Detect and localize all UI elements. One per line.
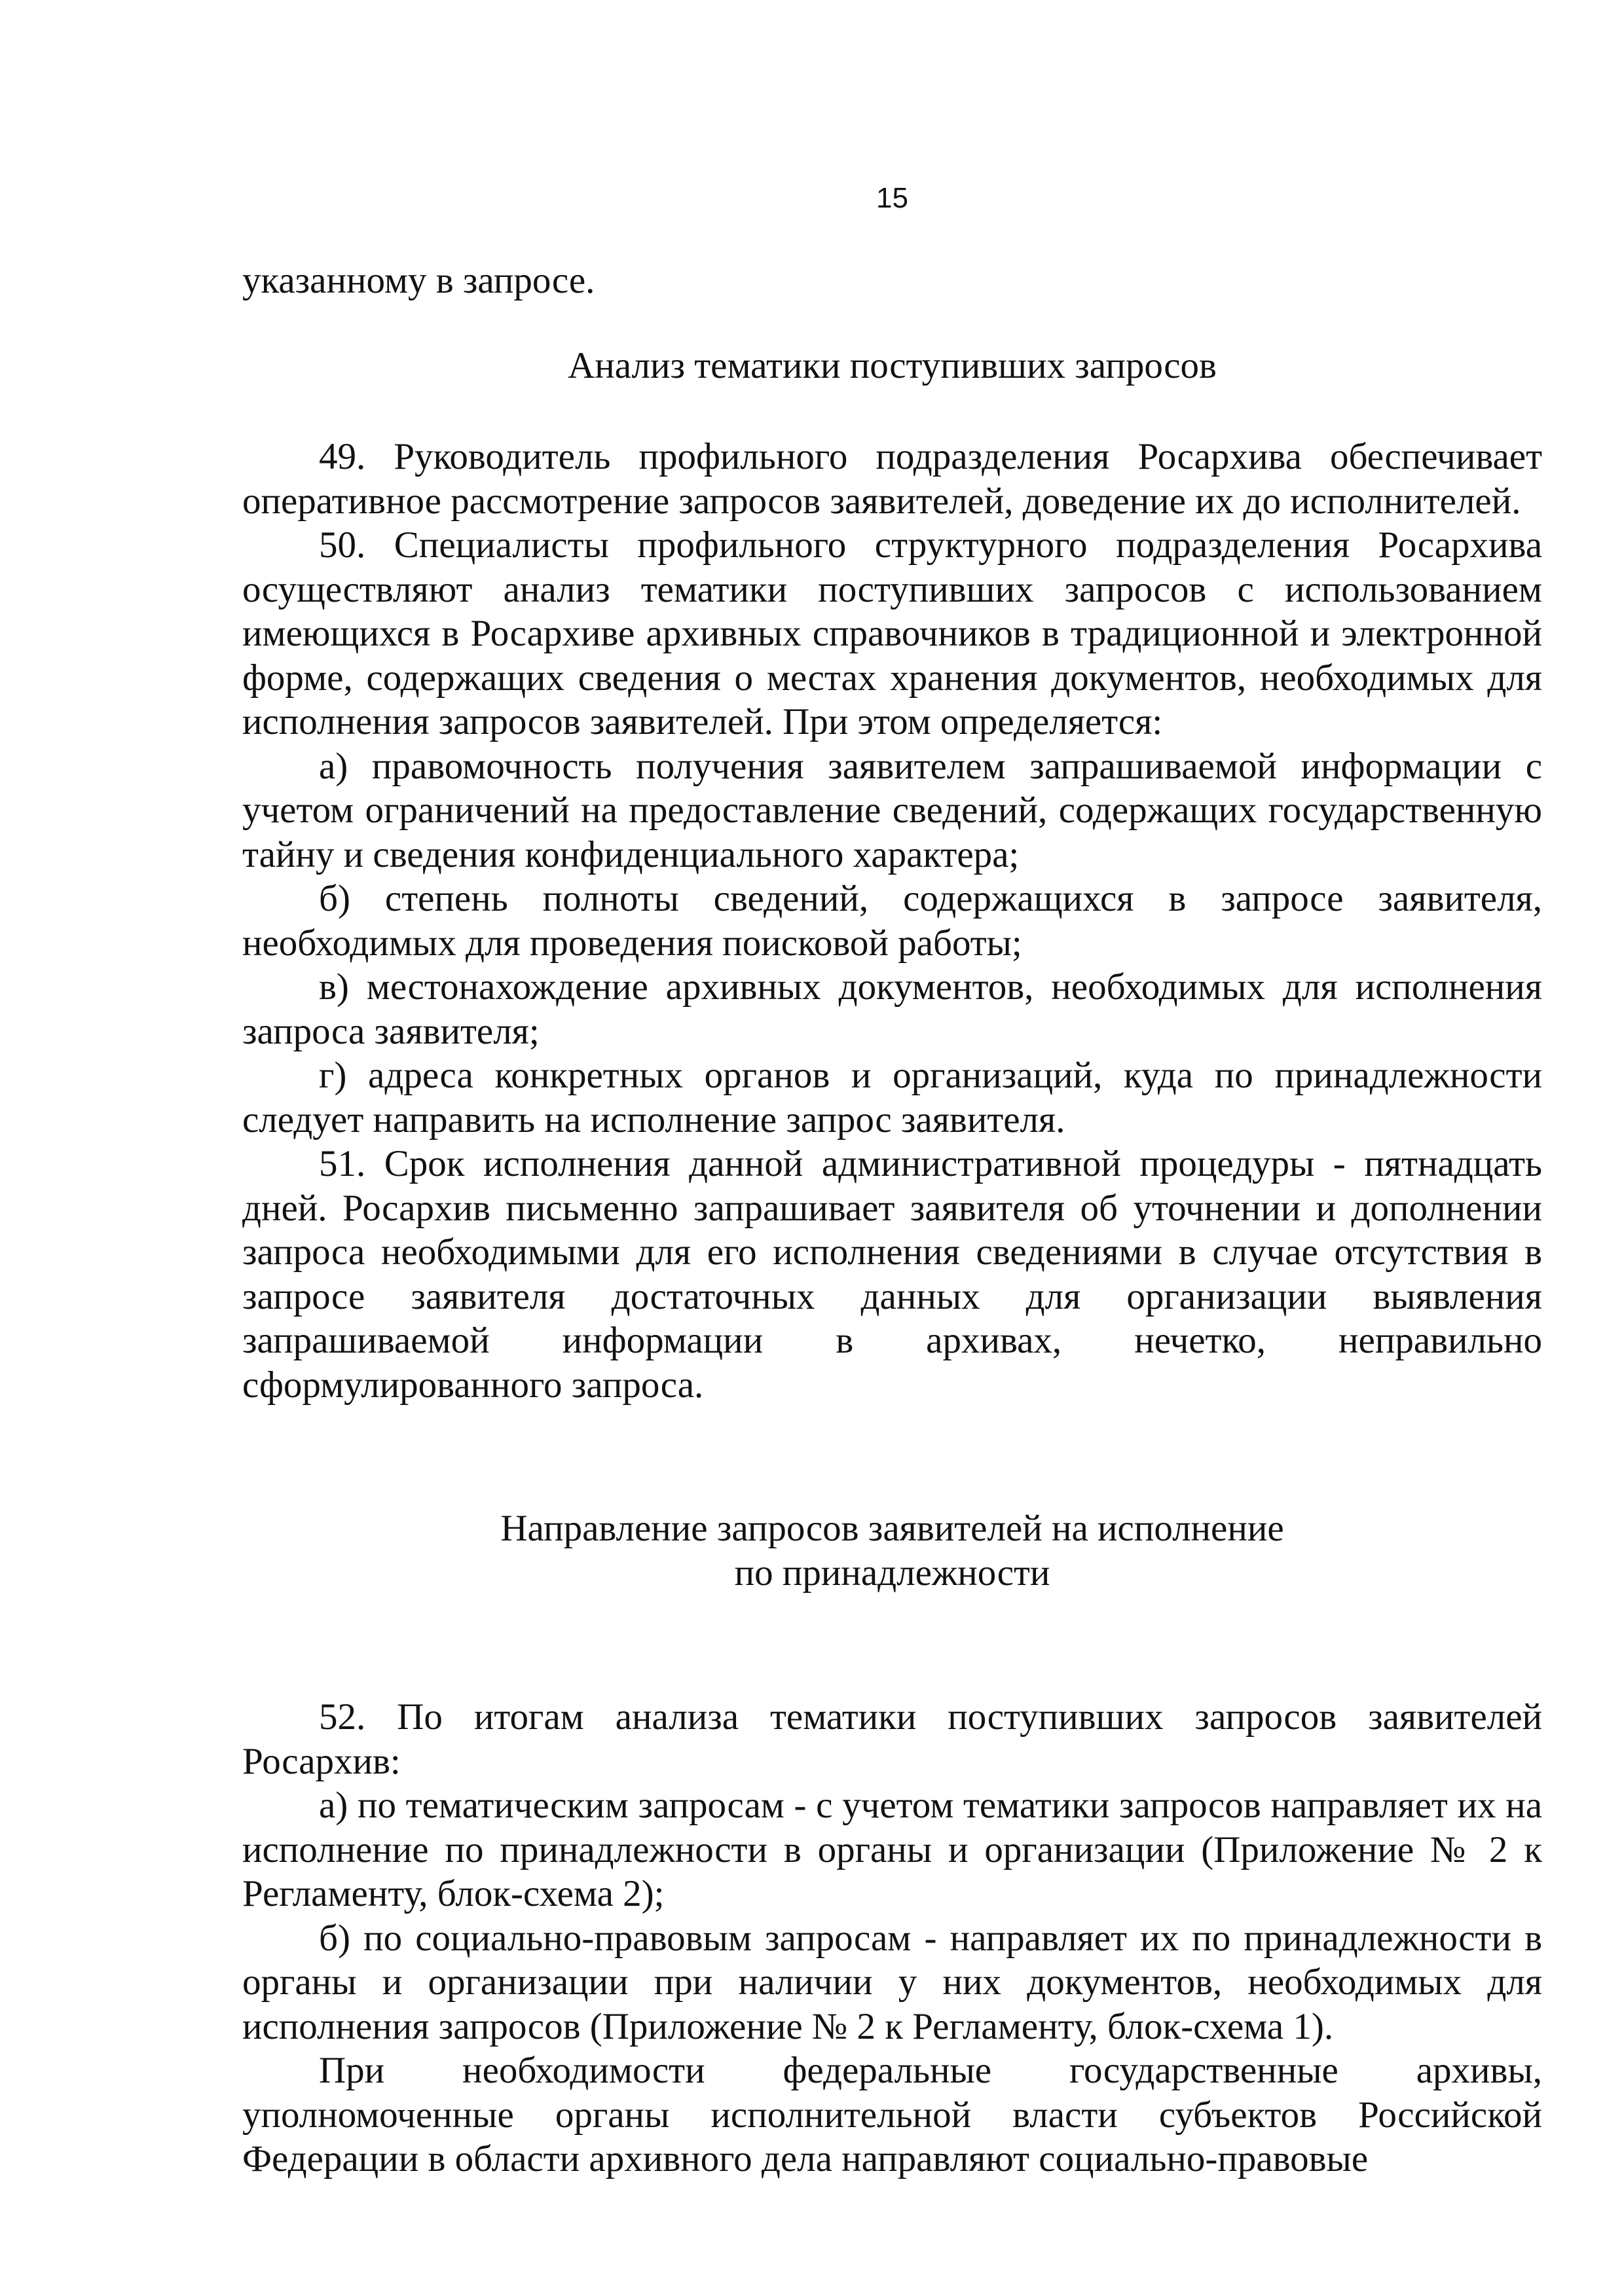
- paragraph-50-a: а) правомочность получения заявителем запрашиваемой информации с учетом ограничений на предоставление сведений, содержащих государственную тайну и сведения конфиденциального характера;: [242, 745, 1542, 875]
- document-page: [242, 0, 1542, 2296]
- paragraph-52-a: а) по тематическим запросам - с учетом тематики запросов направляет их на исполнение по принадлежности в органы и организации (Приложение № 2 к Регламенту, блок-схема 2);: [242, 1785, 1542, 1914]
- paragraph-50-g: г) адреса конкретных органов и организаций, куда по принадлежности следует направить на исполнение запрос заявителя.: [242, 1055, 1542, 1140]
- section-heading-direction: [242, 1506, 1542, 1595]
- paragraph-51: 51. Срок исполнения данной административной процедуры - пятнадцать дней. Росархив письменно запрашивает заявителя об уточнении и дополнении запроса необходимыми для его исполнения сведениями в случае отсутствия в запросе заявителя достаточных данных для организации выявления запрашиваемой информации в архивах, нечетко, неправильно сформулированного запроса.: [242, 1143, 1542, 1406]
- paragraph-49: 49. Руководитель профильного подразделения Росархива обеспечивает оперативное рассмотрение запросов заявителей, доведение их до исполнителей.: [242, 436, 1542, 522]
- section-heading-direction-line1: Направление запросов заявителей на исполнение: [500, 1508, 1284, 1549]
- page-number: 15: [876, 182, 908, 214]
- intro-line: указанному в запросе.: [242, 260, 595, 301]
- paragraph-50: 50. Специалисты профильного структурного подразделения Росархива осуществляют анализ тематики поступивших запросов с использованием имеющихся в Росархиве архивных справочников в традиционной и электронной форме, содержащих сведения о местах хранения документов, необходимых для исполнения запросов заявителей. При этом определяется:: [242, 524, 1542, 742]
- paragraph-50-b: б) степень полноты сведений, содержащихся в запросе заявителя, необходимых для проведения поисковой работы;: [242, 878, 1542, 964]
- document-body: [242, 259, 1542, 2181]
- paragraph-50-v: в) местонахождение архивных документов, необходимых для исполнения запроса заявителя;: [242, 966, 1542, 1052]
- section-heading-analysis: Анализ тематики поступивших запросов: [568, 344, 1217, 386]
- paragraph-52-note: При необходимости федеральные государственные архивы, уполномоченные органы исполнительной власти субъектов Российской Федерации в области архивного дела направляют социально-правовые: [242, 2050, 1542, 2179]
- paragraph-52: 52. По итогам анализа тематики поступивших запросов заявителей Росархив:: [242, 1696, 1542, 1782]
- section-heading-direction-line2: по принадлежности: [734, 1552, 1050, 1594]
- paragraph-52-b: б) по социально-правовым запросам - направляет их по принадлежности в органы и организации при наличии у них документов, необходимых для исполнения запросов (Приложение № 2 к Регламенту, блок-схема 1).: [242, 1917, 1542, 2047]
